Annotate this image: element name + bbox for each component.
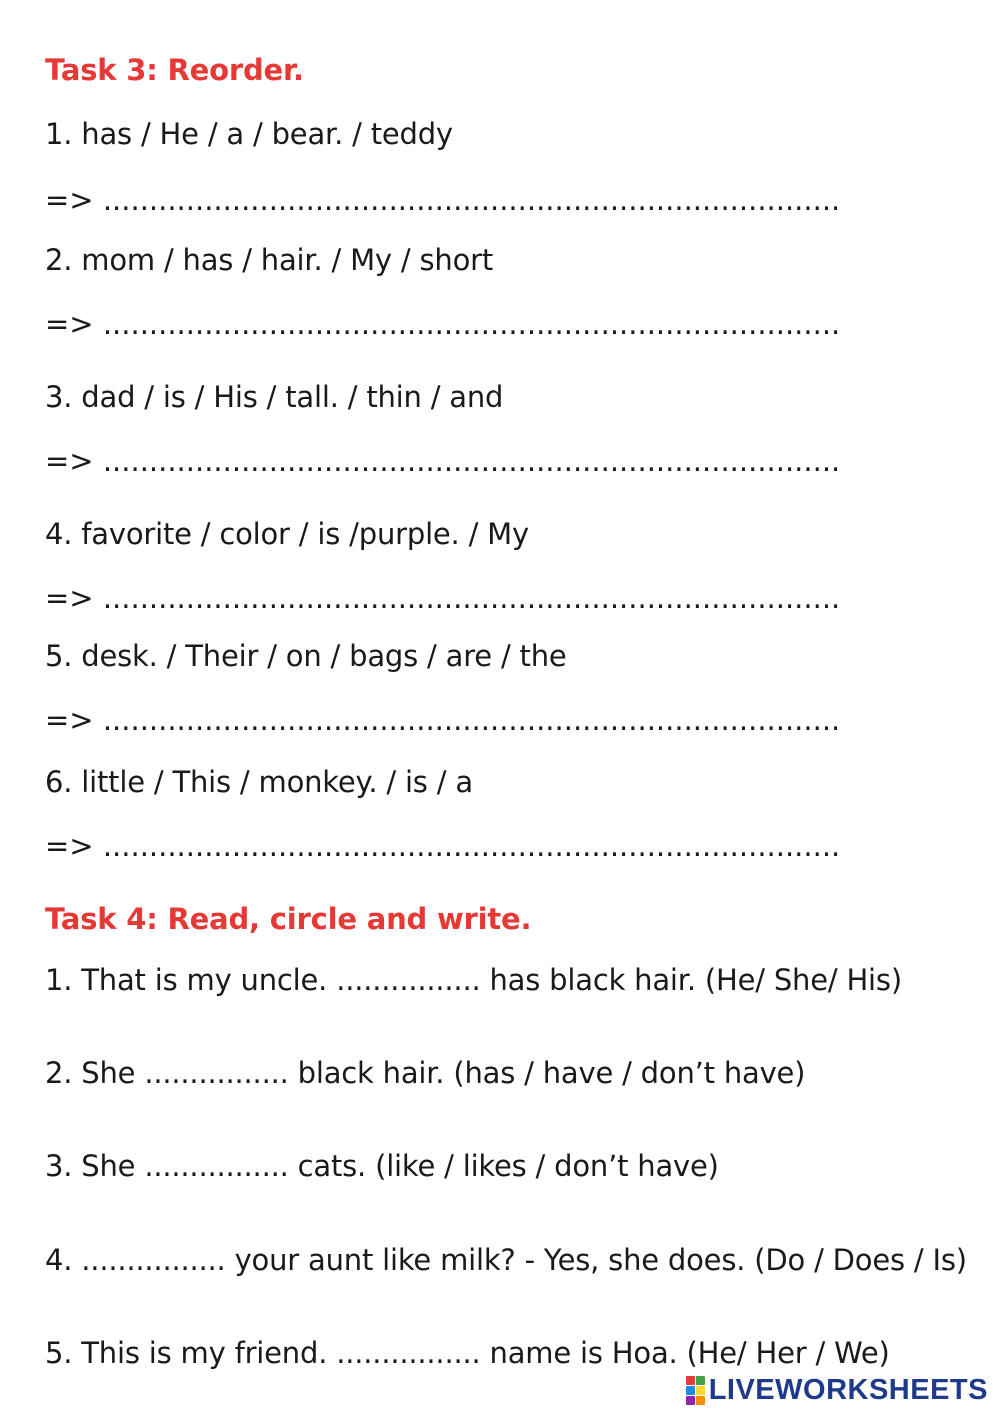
logo-mark-icon — [686, 1376, 705, 1405]
task3-item-6: 6. little / This / monkey. / is / a — [45, 765, 473, 799]
logo-tile-2 — [696, 1376, 705, 1385]
logo-tile-1 — [686, 1376, 695, 1385]
task4-item-4[interactable]: 4. ................ your aunt like milk? - Yes, she does. (Do / Does / Is) — [45, 1243, 967, 1277]
logo-tile-6 — [696, 1396, 705, 1405]
task4-item-5[interactable]: 5. This is my friend. ................ name is Hoa. (He/ Her / We) — [45, 1336, 890, 1370]
task3-answer-2[interactable]: => ................................................................................ — [45, 307, 841, 341]
task3-answer-4[interactable]: => ................................................................................ — [45, 581, 841, 615]
task3-answer-1[interactable]: => ................................................................................ — [45, 183, 841, 217]
task3-answer-5[interactable]: => ................................................................................ — [45, 703, 841, 737]
logo-tile-5 — [686, 1396, 695, 1405]
task3-answer-6[interactable]: => ................................................................................ — [45, 829, 841, 863]
task3-item-3: 3. dad / is / His / tall. / thin / and — [45, 380, 504, 414]
task4-item-2[interactable]: 2. She ................ black hair. (has / have / don’t have) — [45, 1056, 806, 1090]
task3-item-4: 4. favorite / color / is /purple. / My — [45, 517, 529, 551]
task3-answer-3[interactable]: => ................................................................................ — [45, 444, 841, 478]
task4-item-1[interactable]: 1. That is my uncle. ................ has black hair. (He/ She/ His) — [45, 963, 902, 997]
task3-item-1: 1. has / He / a / bear. / teddy — [45, 117, 453, 151]
task3-title: Task 3: Reorder. — [45, 53, 304, 87]
liveworksheets-logo — [686, 1372, 988, 1408]
task4-item-3[interactable]: 3. She ................ cats. (like / likes / don’t have) — [45, 1149, 719, 1183]
task3-item-2: 2. mom / has / hair. / My / short — [45, 243, 494, 277]
logo-tile-4 — [696, 1386, 705, 1395]
logo-text: LIVEWORKSHEETS — [708, 1373, 988, 1406]
logo-tile-3 — [686, 1386, 695, 1395]
task3-item-5: 5. desk. / Their / on / bags / are / the — [45, 639, 567, 673]
task4-title: Task 4: Read, circle and write. — [45, 902, 532, 936]
